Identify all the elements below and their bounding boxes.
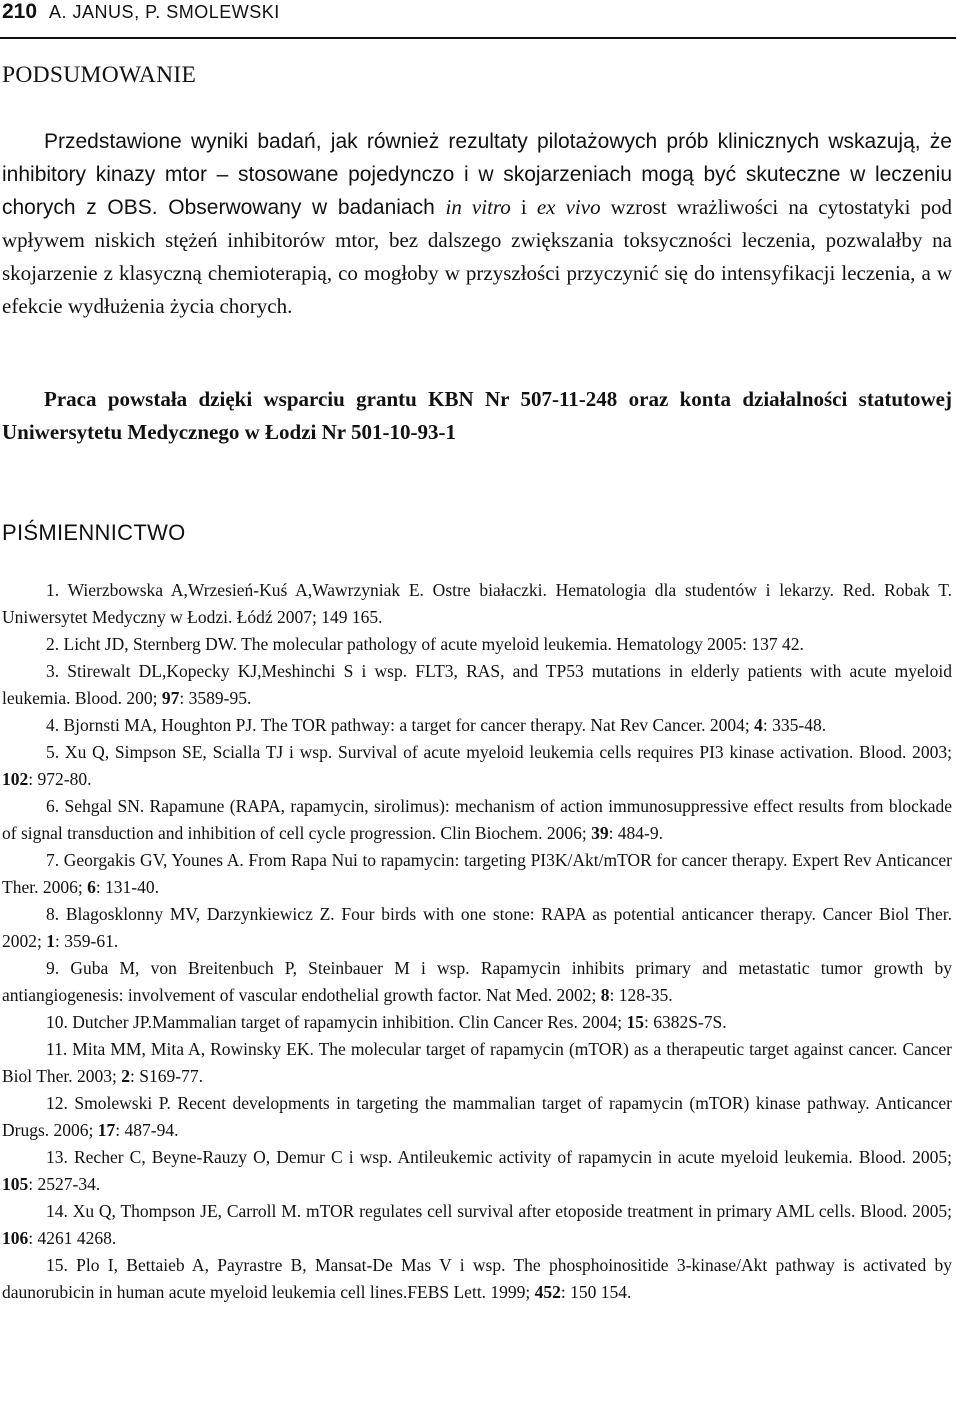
reference-item <box>2 739 952 793</box>
reference-text: 2. Licht JD, Sternberg DW. The molecular pathology of acute myeloid leukemia. Hematology 2005: 137 42. <box>46 634 804 654</box>
reference-text: 9. Guba M, von Breitenbuch P, Steinbauer M i wsp. Rapamycin inhibits primary and metastatic tumor growth by antiangiogenesis: involvement of vascular endothelial growth factor. Nat Med. 2002; <box>2 958 952 1005</box>
summary-italic-in-vitro: in vitro <box>445 195 511 219</box>
reference-item <box>2 658 952 712</box>
reference-item <box>2 901 952 955</box>
reference-text: 14. Xu Q, Thompson JE, Carroll M. mTOR regulates cell survival after etoposide treatment in primary AML cells. Blood. 2005; <box>46 1201 952 1221</box>
reference-item <box>2 1090 952 1144</box>
reference-pages: : 6382S-7S. <box>643 1012 727 1032</box>
reference-pages: : 131-40. <box>95 877 160 897</box>
reference-text: 6. Sehgal SN. Rapamune (RAPA, rapamycin, sirolimus): mechanism of action immunosuppressive effect results from blockade of signal transduction and inhibition of cell cycle progression. Clin Biochem. 2006; <box>2 796 952 843</box>
summary-body <box>2 125 952 323</box>
reference-text: 3. Stirewalt DL,Kopecky KJ,Meshinchi S i wsp. FLT3, RAS, and TP53 mutations in elderly patients with acute myeloid leukemia. Blood. 200; <box>2 661 952 708</box>
reference-item <box>2 577 952 631</box>
summary-text-part3: i <box>510 195 537 219</box>
reference-text: 10. Dutcher JP.Mammalian target of rapamycin inhibition. Clin Cancer Res. 2004; <box>46 1012 627 1032</box>
reference-pages: : 487-94. <box>115 1120 179 1140</box>
reference-text: 5. Xu Q, Simpson SE, Scialla TJ i wsp. Survival of acute myeloid leukemia cells requires PI3 kinase activation. Blood. 2003; <box>46 742 952 762</box>
reference-item <box>2 847 952 901</box>
running-head-authors: A. JANUS, P. SMOLEWSKI <box>49 2 280 22</box>
reference-volume: 102 <box>2 769 29 789</box>
reference-text: 4. Bjornsti MA, Houghton PJ. The TOR pathway: a target for cancer therapy. Nat Rev Cancer. 2004; <box>46 715 755 735</box>
reference-pages: : 484-9. <box>608 823 664 843</box>
reference-item <box>2 1252 952 1306</box>
references-heading: PIŚMIENNICTWO <box>2 520 186 545</box>
reference-volume: 8 <box>600 985 610 1005</box>
reference-item <box>2 1144 952 1198</box>
reference-item <box>2 1009 952 1036</box>
reference-item <box>2 712 952 739</box>
reference-item <box>2 631 952 658</box>
reference-volume: 15 <box>626 1012 644 1032</box>
reference-pages: : 335-48. <box>762 715 827 735</box>
summary-italic-ex-vivo: ex vivo <box>536 195 601 219</box>
page-number: 210 <box>2 0 38 23</box>
reference-text: 1. Wierzbowska A,Wrzesień-Kuś A,Wawrzyniak E. Ostre białaczki. Hematologia dla studentów i lekarzy. Red. Robak T. Uniwersytet Medyczny w Łodzi. Łódź 2007; 149 165. <box>2 580 952 627</box>
reference-pages: : 128-35. <box>609 985 673 1005</box>
summary-paragraph <box>2 125 952 323</box>
reference-volume: 39 <box>591 823 609 843</box>
reference-volume: 1 <box>46 931 55 951</box>
summary-text-part1: Przedstawione wyniki badań, jak również rezultaty pilotażowych prób klinicznych wskazują, że inhibitory kinazy mtor – stosowane pojedynczo i w skojarzeniach mogą być skuteczne w leczeniu chorych z OBS. <box>2 130 952 219</box>
running-head <box>2 0 280 28</box>
reference-pages: : 150 154. <box>560 1282 632 1302</box>
reference-item <box>2 955 952 1009</box>
grant-acknowledgement: Praca powstała dzięki wsparciu grantu KBN Nr 507-11-248 oraz konta działalności statutowej Uniwersytetu Medycznego w Łodzi Nr 501-10-93-1 <box>2 387 952 444</box>
reference-text: 13. Recher C, Beyne-Rauzy O, Demur C i wsp. Antileukemic activity of rapamycin in acute myeloid leukemia. Blood. 2005; <box>46 1147 952 1167</box>
reference-volume: 105 <box>2 1174 29 1194</box>
reference-pages: : 2527-34. <box>28 1174 101 1194</box>
reference-volume: 106 <box>2 1228 29 1248</box>
reference-pages: : 972-80. <box>28 769 92 789</box>
reference-pages: : 3589-95. <box>179 688 252 708</box>
reference-list <box>2 577 952 1306</box>
reference-volume: 452 <box>534 1282 561 1302</box>
summary-heading: PODSUMOWANIE <box>2 62 197 88</box>
reference-pages: : 359-61. <box>55 931 119 951</box>
reference-text: 7. Georgakis GV, Younes A. From Rapa Nui to rapamycin: targeting PI3K/Akt/mTOR for cancer therapy. Expert Rev Anticancer Ther. 2006; <box>2 850 952 897</box>
reference-pages: : S169-77. <box>130 1066 203 1086</box>
reference-text: 12. Smolewski P. Recent developments in targeting the mammalian target of rapamycin (mTOR) kinase pathway. Anticancer Drugs. 2006; <box>2 1093 952 1140</box>
reference-item <box>2 1198 952 1252</box>
reference-volume: 17 <box>97 1120 116 1140</box>
reference-text: 8. Blagosklonny MV, Darzynkiewicz Z. Four birds with one stone: RAPA as potential anticancer therapy. Cancer Biol Ther. 2002; <box>2 904 952 951</box>
reference-volume: 97 <box>161 688 180 708</box>
reference-text: 11. Mita MM, Mita A, Rowinsky EK. The molecular target of rapamycin (mTOR) as a therapeutic target against cancer. Cancer Biol Ther. 2003; <box>2 1039 952 1086</box>
reference-item <box>2 1036 952 1090</box>
summary-text-part2: Obserwowany w badaniach <box>157 196 446 219</box>
reference-volume: 4 <box>754 715 763 735</box>
reference-pages: : 4261 4268. <box>28 1228 117 1248</box>
reference-text: 15. Plo I, Bettaieb A, Payrastre B, Mansat-De Mas V i wsp. The phosphoinositide 3-kinase/Akt pathway is activated by daunorubicin in human acute myeloid leukemia cell lines.FEBS Lett. 1999; <box>2 1255 952 1302</box>
summary-text-part4: wzrost wrażliwości na cytostatyki pod wpływem niskich stężeń inhibitorów mtor, bez dalszego zwiększania toksyczności leczenia, pozwalałby na skojarzenie z klasyczną chemioterapią, co mogłoby w przyszłości przyczynić się do intensyfikacji leczenia, a w efekcie wydłużenia życia chorych. <box>2 195 953 318</box>
header-rule <box>0 37 956 39</box>
reference-item <box>2 793 952 847</box>
reference-volume: 2 <box>121 1066 131 1086</box>
reference-volume: 6 <box>87 877 96 897</box>
